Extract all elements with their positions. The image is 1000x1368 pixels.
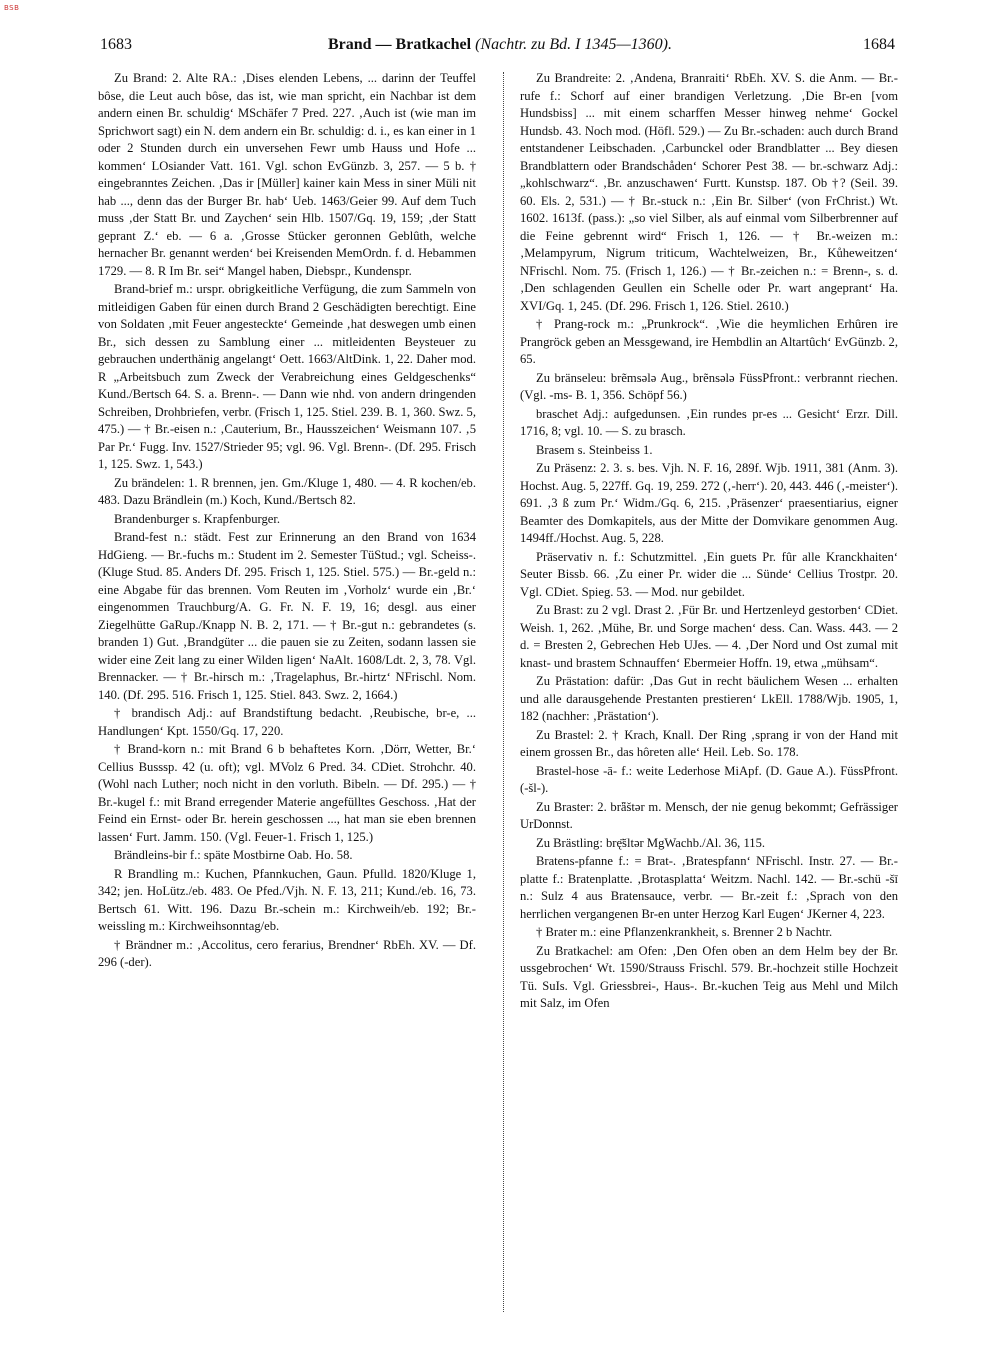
entry-paragraph: Zu Prästation: dafür: ‚Das Gut in recht bäulichem Wesen ... erhalten und alle darausgehende Prestanten prestieren‘ LkEll. 1788/Wjb. 1905, 1, 182 (nachher: ‚Prästation‘). (520, 674, 898, 723)
entry-paragraph: † brandisch Adj.: auf Brandstiftung bedacht. ‚Reubische, br-e, ... Handlungen‘ Kpt. 1550/Gq. 17, 220. (98, 706, 476, 738)
entry-paragraph: Bratens-pfanne f.: = Brat-. ‚Bratespfann‘ NFrischl. Instr. 27. — Br.-platte f.: Bratenplatte. ‚Brotasplatta‘ Weitzm. Nachl. 142. — Br.-schü -šī n.: Sulz 4 aus Bratensauce, verbr. — Br.-zeit f.: ‚Sprach von den herrlichen vergangenen Br-en unter Herzog Karl Eugen‘ JKerner 4, 223. (520, 854, 898, 921)
running-title-note: (Nachtr. zu Bd. I 1345—1360). (475, 36, 672, 53)
entry-paragraph: Zu Brästling: brę̄šltər MgWachb./Al. 36, 115. (536, 835, 766, 850)
entry-paragraph: Zu bränseleu: brẽmsələ Aug., brẽnsələ FüssPfront.: verbrannt riechen. (Vgl. -ms- B. 1, 356. Schöpf 56.) (520, 370, 898, 402)
entry-paragraph: Brand-fest n.: städt. Fest zur Erinnerung an den Brand von 1634 HdGieng. — Br.-fuchs m.: Student im 2. Semester TüStud.; vgl. Scheiss-. (Kluge Stud. 85. Anders Df. 295. Frisch 1, 125. Stiel. 575.) — Br.-geld n.: eine Abgabe für das brennen. Vom Reuten im ‚Vorholz‘ wurde ein ‚Br.‘ eingenommen Trauchburg/A. G. Fr. N. F. 19, 16; desgl. aus einer Ziegelhütte GaRup./Knapp N. B. 2, 171. — † Br.-gut n.: gebrandetes (s. branden 1) Gut. ‚Brandgüter ... die pauen sie zu Zeiten, sodann lassen sie wider eine Zeit lang zu einer Wilden ligen‘ NaAlt. 1608/Ldt. 2, 3, 78. Vgl. Brennacker. — † Br.-hirsch m.: ‚Tragelaphus, Br.-hirtz‘ NFrischl. Nom. 140. (Df. 295. 516. Frisch 1, 125. Stiel. 843. Swz. 2, 1664.) (98, 530, 476, 702)
entry-paragraph: † Prang-rock m.: „Prunkrock“. ‚Wie die heymlichen Erhûren ire Prangröck geben an Messgewand, ire Hembdlin an Altartûch‘ EvGünzb. 2, 65. (520, 317, 898, 366)
entry-paragraph: Zu Präsenz: 2. 3. s. bes. Vjh. N. F. 16, 289f. Wjb. 1911, 381 (Anm. 3). Hochst. Aug. 5, 227ff. Gq. 19, 259. 272 (‚-herr‘). 20, 443. 446 (‚-meister‘). 691. ‚3 ß zum Pr.‘ Widm./Gq. 6, 215. ‚Präsenzer‘ praesentiarius, eigner Beamter des Domkapitels, aus der Mitte der Domvikare genommen Aug. 1494ff./Hochst. Aug. 5, 228. (520, 461, 898, 545)
entry-paragraph: Brändleins-bir f.: späte Mostbirne Oab. Ho. 58. (114, 848, 353, 862)
running-title (0, 36, 1000, 54)
entry-paragraph: Zu Brastel: 2. † Krach, Knall. Der Ring ‚sprang ir von der Hand mit einem grossen Br., das hôreten alle‘ Heil. Leb. So. 178. (520, 727, 898, 759)
page-number-right: 1684 (863, 36, 895, 53)
right-column (520, 70, 898, 1315)
entry-paragraph: Präservativ n. f.: Schutzmittel. ‚Ein guets Pr. fûr alle Kranckhaiten‘ Seuter Bissb. 66. ‚Zu einer Pr. wider die ... Sünde‘ Cellius Trostpr. 20. Vgl. CDiet. Spieg. 53. — Mod. nur gebildet. (520, 549, 898, 599)
entry-paragraph: Brand-brief m.: urspr. obrigkeitliche Verfügung, die zum Sammeln von mitleidigen Gaben für einen durch Brand 2 Geschädigten berechtigt. Eine von Soldaten ‚mit Feuer angesteckte‘ Gemeinde ‚hat deswegen umb einen Br., sich dessen zu Samblung einer ... mitleidenten Beysteuer zu gebrauchen underthänig angelangt‘ Oett. 1663/AltDink. 1, 22. Daher mod. R „Arbeitsbuch zum Zweck der Verabreichung eines Geldgeschenks“ Kund./Bertsch 64. S. a. Brenn-. — Dann wie nhd. von andern dringenden Schreiben, Drohbriefen, verbr. (Frisch 1, 125. Stiel. 239. B. 1, 360. Swz. 5, 475.) — † Br.-eisen n.: ‚Cauterium, Br., Hausszeichen‘ Weismann 107. ‚5 Par Pr.‘ Fugg. Inv. 1527/Strieder 95; vgl. 96. Vgl. Brenn-. (Df. 295. Frisch 1, 125. Swz. 1, 543.) (98, 282, 476, 471)
entry-paragraph: † Brändner m.: ‚Accolitus, cero ferarius, Brendner‘ RbEh. XV. — Df. 296 (-der). (98, 937, 476, 969)
entry-paragraph: R Brandling m.: Kuchen, Pfannkuchen, Gaun. Pfulld. 1820/Kluge 1, 342; jen. HoLütz./eb. 483. Oe Pfed./Vjh. N. F. 13, 211; Kund./eb. 16, 73. Bertsch 61. Witt. 196. Dazu Br.-schein m.: Kirchweih/eb. 192; Br.-weissling m.: Kirchweihsonntag/eb. (98, 866, 476, 933)
library-stamp: BSB (4, 4, 20, 12)
entry-paragraph: Brasem s. Steinbeiss 1. (536, 442, 653, 457)
entry-paragraph: braschet Adj.: aufgedunsen. ‚Ein rundes pr-es ... Gesicht‘ Erzr. Dill. 1716, 8; vgl. 10. — S. zu brasch. (520, 406, 898, 438)
left-column (98, 70, 476, 1315)
page-header (0, 30, 1000, 60)
entry-paragraph: Zu Bratkachel: am Ofen: ‚Den Ofen oben an dem Helm bey der Br. ussgebrochen‘ Wt. 1590/Strauss Frischl. 579. Br.-hochzeit stille Hochzeit Tü. SuIs. Vgl. Griessbrei-, Haus-. Br.-kuchen Teig aus Mehl und Milch mit Salz, im Ofen (520, 943, 898, 1010)
entry-paragraph: Zu Braster: 2. brǟštər m. Mensch, der nie genug bekommt; Gefrässiger UrDonnst. (520, 799, 898, 831)
entry-paragraph: Zu Brandreite: 2. ‚Andena, Branraiti‘ RbEh. XV. S. die Anm. — Br.-rufe f.: Schorf auf einer brandigen Verletzung. ‚Die Br-en [vom Hundsbiss] ... mit einem scharffen Messer hinweg nehme‘ Gockel Hundsb. 43. Noch mod. (Höfl. 529.) — Zu Br.-schaden: auch durch Brand entstandener Leibschaden. ‚Carbunckel oder Brandblatter ... Bey diesen Brandblattern oder Brandschåden‘ Schorer Pest 38. — br.-schwarz Adj.: „kohlschwarz“. ‚Br. anzuschawen‘ Furtt. Kunstsp. 187. Ob †? (Seil. 39. 60. Els. 2, 531.) — † Br.-stuck n.: ‚Ein Br. Silber‘ (von FrChrist.) Wt. 1602. 1613f. (pass.): „so viel Silber, als auf einmal vom Silberbrenner auf die Feine gebrennt wird“ Frisch 1, 126. — † Br.-weizen m.: ‚Melampyrum, Nigrum triticum, Wachtelweizen, Br., Kůheweitzen‘ NFrischl. Nom. 75. (Frisch 1, 126.) — † Br.-zeichen n.: = Brenn-, s. d. ‚Den schlagenden Geullen ein Schelle oder Pr. wart angeprant‘ Ha. XVI/Gq. 1, 245. (Df. 296. Frisch 1, 126. Stiel. 2610.) (520, 71, 898, 313)
entry-paragraph: † Brand-korn n.: mit Brand 6 b behaftetes Korn. ‚Dörr, Wetter, Br.‘ Cellius Busssp. 42 (u. oft); vgl. MVolz 6 Pred. 34. CDiet. Strohchr. 40. (Wohl nach Luther; noch nicht in den vorluth. Bibeln. — Df. 295.) — † Br.-kugel f.: mit Brand erregender Materie angefülltes Geschoss. ‚Hat der Feind ein Ernst- oder Br. herein geschossen ..., hat man sie eben brennen lassen‘ Furt. Jamm. 150. (Vgl. Feuer-1. Frisch 1, 125.) (98, 742, 476, 844)
entry-paragraph: Zu Brast: zu 2 vgl. Drast 2. ‚Für Br. und Hertzenleyd gestorben‘ CDiet. Weish. 1, 262. ‚Mühe, Br. und Sorge machen‘ dess. Can. Wass. 443. — 2 d. = Bresten 2, Gebrechen Heb UJes. — 4. ‚Der Nord und Ost zumal mit knast- und brastem Schnauffen‘ Ebermeier Hoffn. 19, etwa „mühsam“. (520, 603, 898, 670)
entry-paragraph: Zu Brand: 2. Alte RA.: ‚Dises elenden Lebens, ... darinn der Teuffel bôse, die Leut auch bôse, das ist, wie man spricht, ein Nachbar ist dem andern einen Br. schuldig‘ MSchäfer 7 Pred. 227. ‚Auch ist (wie man im Sprichwort sagt) ein N. dem andern ein Br. schuldig: d. i., es kan einer in 1 oder 2 Stunden durch ein unversehen Fewr umb Hauss und Hofe ... kommen‘ LOsiander Vatt. 161. Vgl. schon EvGünzb. 3, 257. — 5 b. † eingebranntes Zeichen. ‚Das ir [Müller] kainer kain Mess in siner Müli nit hab ..., denn das der Burger Br. hab‘ Ueb. 1463/Geier 99. Auf dem Tuch muss ‚der Statt Br. und Zaychen‘ sein Hlb. 1507/Gq. 19, 159; ‚der Statt geprant Z.‘ eb. — 6 a. ‚Grosse Stücker geronnen Geblûth, welche hernacher Br. genannt werden‘ bei Kreisenden MemOrdn. f. d. Hebammen 1729. — 8. R Im Br. sei“ Mangel haben, Diebspr., Kundenspr. (98, 71, 476, 278)
entry-paragraph: Brastel-hose -ā- f.: weite Lederhose MiApf. (D. Gaue A.). FüssPfront. (-šl-). (520, 763, 898, 795)
page-number-left: 1683 (100, 36, 132, 53)
column-divider (503, 72, 505, 1312)
entry-paragraph: Zu brändelen: 1. R brennen, jen. Gm./Kluge 1, 480. — 4. R kochen/eb. 483. Dazu Brändlein (m.) Koch, Kund./Bertsch 82. (98, 475, 476, 507)
running-title-main: Brand — Bratkachel (327, 36, 472, 53)
entry-paragraph: † Brater m.: eine Pflanzenkrankheit, s. Brenner 2 b Nachtr. (536, 925, 833, 939)
entry-paragraph: Brandenburger s. Krapfenburger. (114, 511, 280, 526)
